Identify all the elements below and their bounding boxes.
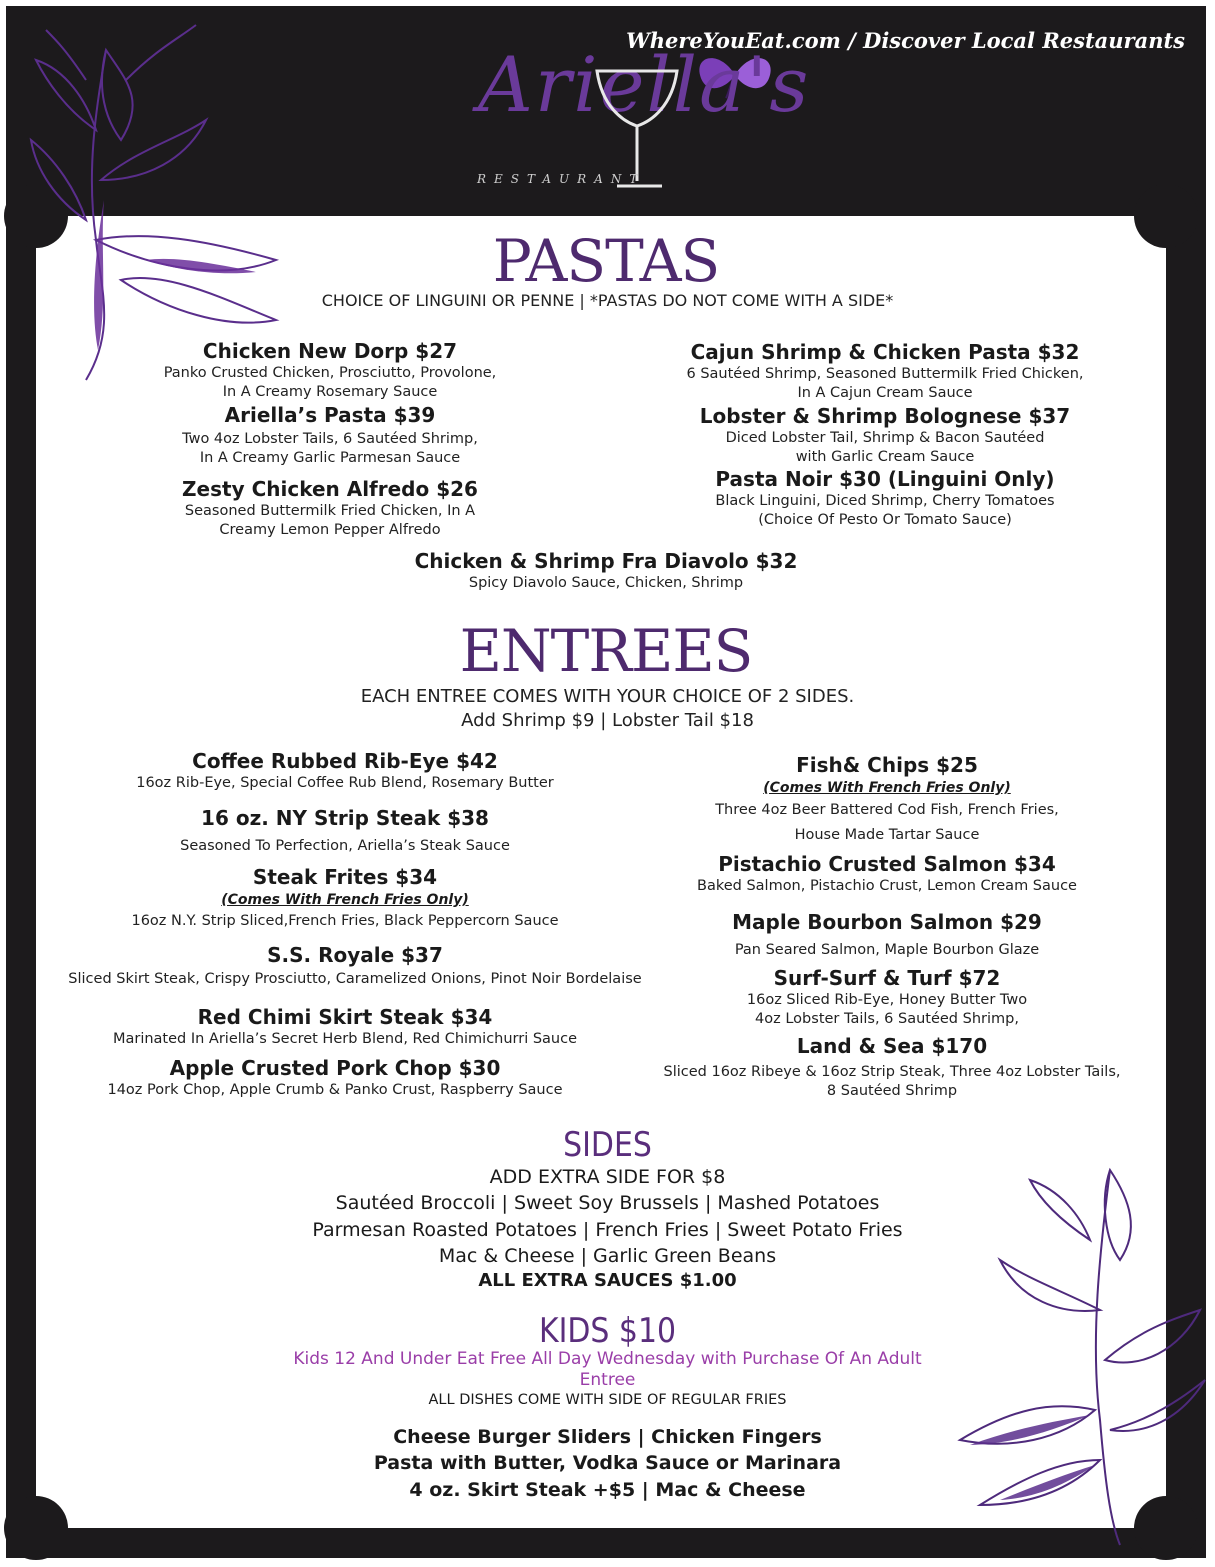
entree-item	[660, 965, 1114, 1029]
entree-item-name: Apple Crusted Pork Chop $30	[169, 1056, 501, 1080]
entree-item-name: Maple Bourbon Salmon $29	[732, 910, 1042, 934]
entree-item-name: S.S. Royale $37	[267, 943, 443, 967]
entree-item	[660, 752, 1114, 848]
pasta-item-desc: In A Creamy Rosemary Sauce	[222, 384, 438, 400]
sides-extra: ADD EXTRA SIDE FOR $8	[489, 1166, 726, 1188]
entree-item	[650, 1033, 1134, 1101]
pasta-item	[660, 466, 1110, 530]
kids-heading: KIDS $10	[538, 1311, 677, 1351]
pasta-item-name: Pasta Noir $30 (Linguini Only)	[715, 467, 1055, 491]
pasta-item	[130, 402, 530, 468]
pasta-item	[130, 476, 530, 540]
floral-decoration-top-left-icon	[26, 20, 316, 390]
entree-item	[60, 1055, 610, 1100]
kids-note: ALL DISHES COME WITH SIDE OF REGULAR FRIES	[428, 1392, 787, 1408]
kids-menu-line: Cheese Burger Sliders | Chicken Fingers	[393, 1426, 822, 1448]
entree-item-desc: 16oz Sliced Rib-Eye, Honey Butter Two	[746, 992, 1028, 1008]
entree-item-desc: 16oz Rib-Eye, Special Coffee Rub Blend, Rosemary Butter	[136, 775, 554, 791]
entree-item-name: Pistachio Crusted Salmon $34	[718, 852, 1056, 876]
entree-item-desc: 16oz N.Y. Strip Sliced,French Fries, Black Peppercorn Sauce	[131, 913, 559, 929]
entrees-addons: Add Shrimp $9 | Lobster Tail $18	[461, 710, 754, 731]
pasta-item-desc: Panko Crusted Chicken, Prosciutto, Provolone,	[163, 365, 497, 381]
sides-line: Sautéed Broccoli | Sweet Soy Brussels | Mashed Potatoes	[335, 1192, 880, 1214]
entree-item-name: Coffee Rubbed Rib-Eye $42	[192, 749, 498, 773]
pasta-item-name: Chicken New Dorp $27	[202, 339, 458, 363]
pasta-item-name: Ariella’s Pasta $39	[224, 403, 436, 427]
entree-item-desc: Sliced Skirt Steak, Crispy Prosciutto, Caramelized Onions, Pinot Noir Bordelaise	[68, 971, 642, 987]
entree-item-name: Fish& Chips $25	[796, 753, 978, 777]
entree-item-desc: Baked Salmon, Pistachio Crust, Lemon Cream Sauce	[697, 878, 1077, 894]
entree-item-desc: Pan Seared Salmon, Maple Bourbon Glaze	[734, 942, 1040, 958]
entree-item-name: Land & Sea $170	[796, 1034, 988, 1058]
sides-sauces: ALL EXTRA SAUCES $1.00	[478, 1270, 737, 1291]
entree-item-name: Steak Frites $34	[252, 865, 438, 889]
pasta-item-desc: (Choice Of Pesto Or Tomato Sauce)	[758, 512, 1012, 528]
restaurant-logo-sub: RESTAURANT	[477, 172, 646, 186]
entree-item-name: Red Chimi Skirt Steak $34	[197, 1005, 493, 1029]
entrees-subtitle: EACH ENTREE COMES WITH YOUR CHOICE OF 2 SIDES.	[360, 686, 855, 707]
kids-promo: Kids 12 And Under Eat Free All Day Wednesday with Purchase Of An Adult	[293, 1349, 922, 1369]
kids-menu-line: 4 oz. Skirt Steak +$5 | Mac & Cheese	[409, 1479, 806, 1501]
entree-item-desc: 8 Sautéed Shrimp	[826, 1083, 958, 1099]
pasta-item-desc: Two 4oz Lobster Tails, 6 Sautéed Shrimp,	[182, 431, 478, 447]
pasta-item-desc: Spicy Diavolo Sauce, Chicken, Shrimp	[468, 575, 744, 591]
pasta-item-desc: Seasoned Buttermilk Fried Chicken, In A	[184, 503, 476, 519]
pasta-item	[306, 548, 906, 593]
entree-item-desc: 4oz Lobster Tails, 6 Sautéed Shrimp,	[755, 1011, 1019, 1027]
entree-item	[60, 805, 630, 856]
pasta-item	[130, 338, 530, 402]
sides-line: Mac & Cheese | Garlic Green Beans	[438, 1245, 777, 1267]
pasta-item-name: Lobster & Shrimp Bolognese $37	[699, 404, 1071, 428]
entree-item-desc: Sliced 16oz Ribeye & 16oz Strip Steak, Three 4oz Lobster Tails,	[663, 1064, 1121, 1080]
pasta-item-desc: Creamy Lemon Pepper Alfredo	[219, 522, 441, 538]
entree-item-desc: Seasoned To Perfection, Ariella’s Steak Sauce	[180, 838, 510, 854]
entree-item-desc: Marinated In Ariella’s Secret Herb Blend, Red Chimichurri Sauce	[112, 1031, 578, 1047]
entree-item-name: 16 oz. NY Strip Steak $38	[201, 806, 489, 830]
entree-item-desc: House Made Tartar Sauce	[794, 827, 980, 843]
pasta-item-desc: In A Cajun Cream Sauce	[797, 385, 973, 401]
pasta-item-desc: Diced Lobster Tail, Shrimp & Bacon Sautéed	[725, 430, 1045, 446]
pasta-item	[660, 339, 1110, 403]
pasta-item-desc: In A Creamy Garlic Parmesan Sauce	[199, 450, 461, 466]
entree-item	[50, 942, 660, 989]
entree-item-desc: Three 4oz Beer Battered Cod Fish, French Fries,	[715, 802, 1059, 818]
kids-promo: Entree	[579, 1370, 636, 1390]
entree-item-note: (Comes With French Fries Only)	[763, 780, 1011, 796]
entree-item	[60, 1004, 630, 1049]
sides-line: Parmesan Roasted Potatoes | French Fries | Sweet Potato Fries	[312, 1219, 903, 1241]
pasta-item-desc: 6 Sautéed Shrimp, Seasoned Buttermilk Fried Chicken,	[686, 366, 1084, 382]
pasta-item-desc: with Garlic Cream Sauce	[795, 449, 975, 465]
entrees-heading: ENTREES	[459, 617, 753, 685]
entree-item-desc: 14oz Pork Chop, Apple Crumb & Panko Crust, Raspberry Sauce	[107, 1082, 563, 1098]
site-tagline: WhereYouEat.com / Discover Local Restaurants	[626, 28, 1185, 53]
kids-menu-line: Pasta with Butter, Vodka Sauce or Marinara	[373, 1452, 842, 1474]
pasta-item	[660, 403, 1110, 467]
entree-item	[660, 851, 1114, 896]
entree-item	[60, 864, 630, 931]
entree-item-note: (Comes With French Fries Only)	[221, 892, 469, 908]
pasta-item-name: Cajun Shrimp & Chicken Pasta $32	[690, 340, 1080, 364]
pasta-item-name: Chicken & Shrimp Fra Diavolo $32	[414, 549, 798, 573]
entree-item	[660, 909, 1114, 960]
restaurant-logo-name: Ariella's	[478, 40, 811, 129]
entree-item-name: Surf-Surf & Turf $72	[773, 966, 1001, 990]
sides-heading: SIDES	[563, 1125, 652, 1165]
entree-item	[60, 748, 630, 793]
pasta-item-name: Zesty Chicken Alfredo $26	[182, 477, 478, 501]
pasta-item-desc: Black Linguini, Diced Shrimp, Cherry Tomatoes	[715, 493, 1055, 509]
pastas-subtitle: CHOICE OF LINGUINI OR PENNE | *PASTAS DO NOT COME WITH A SIDE*	[321, 291, 894, 310]
corner-notch-bottom-left	[4, 1496, 68, 1560]
pastas-heading: PASTAS	[492, 227, 720, 295]
